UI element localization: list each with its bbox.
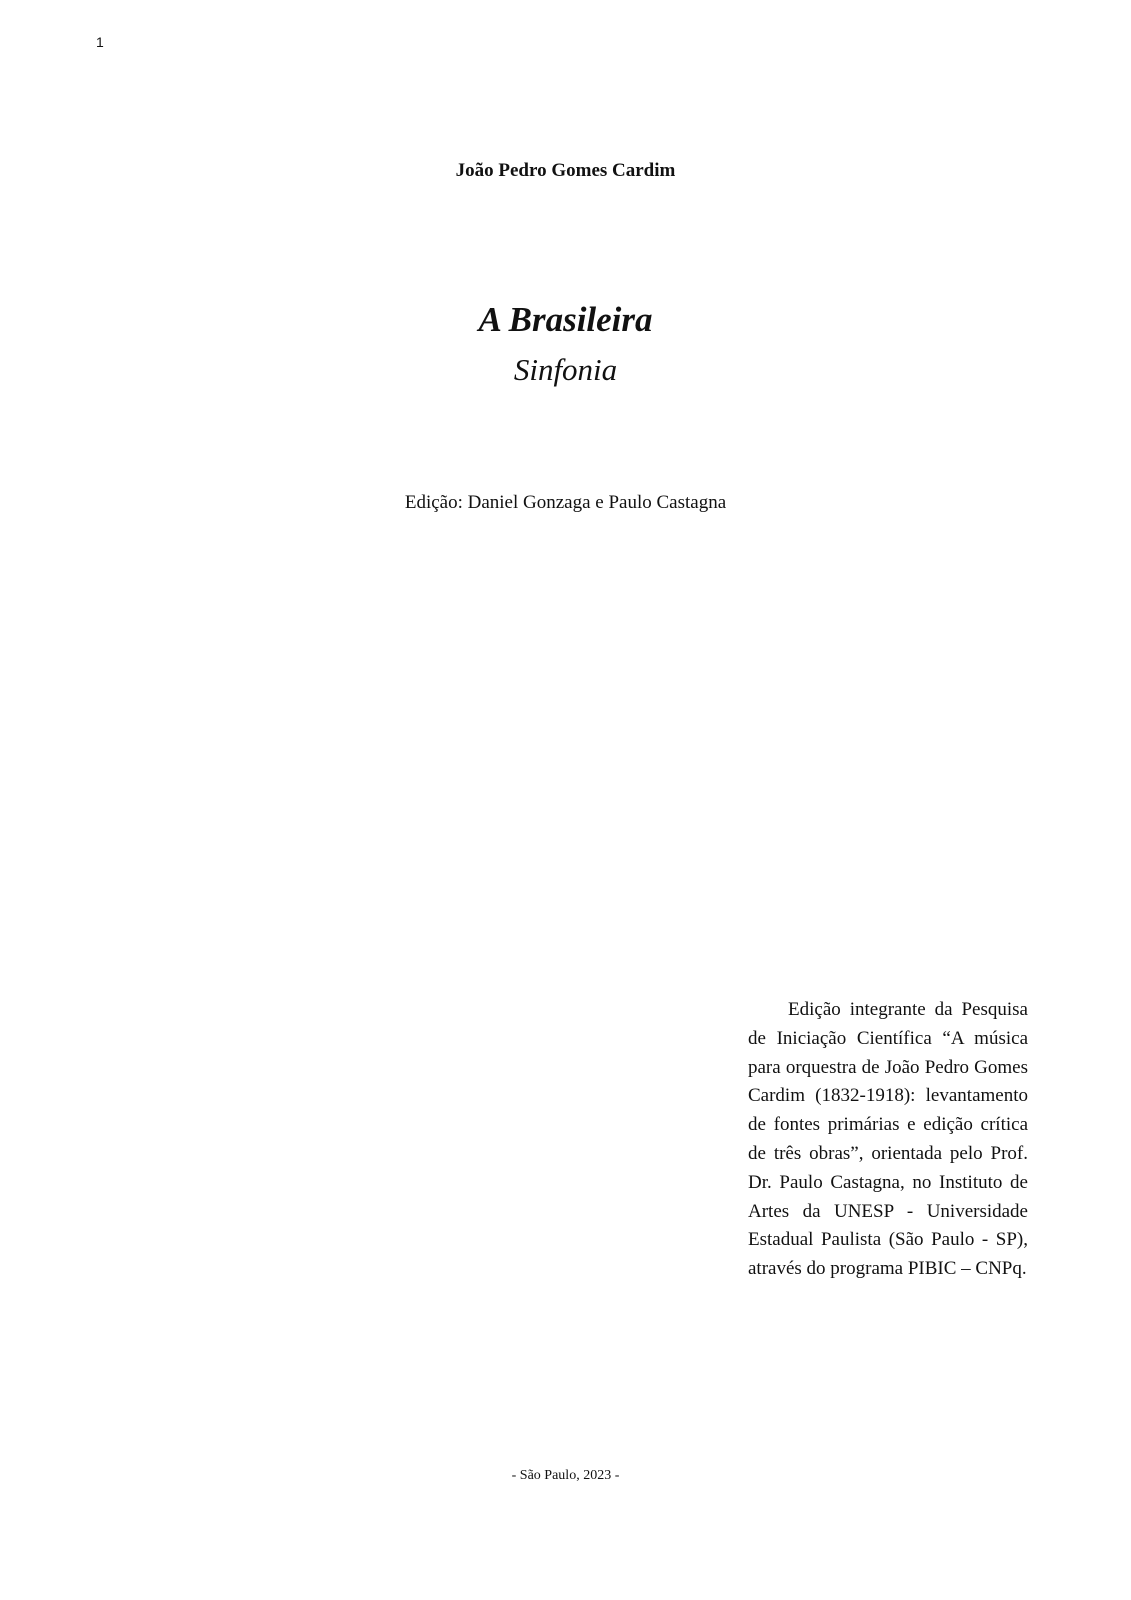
research-note: Edição integrante da Pesquisa de Iniciação Científica “A música para orquestra de João Pedro Gomes Cardim (1832-1918): levantamento de fontes primárias e edição crítica de três obras”, orientada pelo Prof. Dr. Paulo Castagna, no Instituto de Artes da UNESP - Universidade Estadual Paulista (São Paulo - SP), através do programa PIBIC – CNPq. [748,999,1028,1280]
editors-credit: Edição: Daniel Gonzaga e Paulo Castagna [404,492,727,513]
author-name: João Pedro Gomes Cardim [455,160,676,181]
place-date-footer: - São Paulo, 2023 - [511,1468,620,1483]
work-subtitle: Sinfonia [513,352,618,387]
page-number: 1 [96,34,104,50]
work-title: A Brasileira [478,300,653,339]
